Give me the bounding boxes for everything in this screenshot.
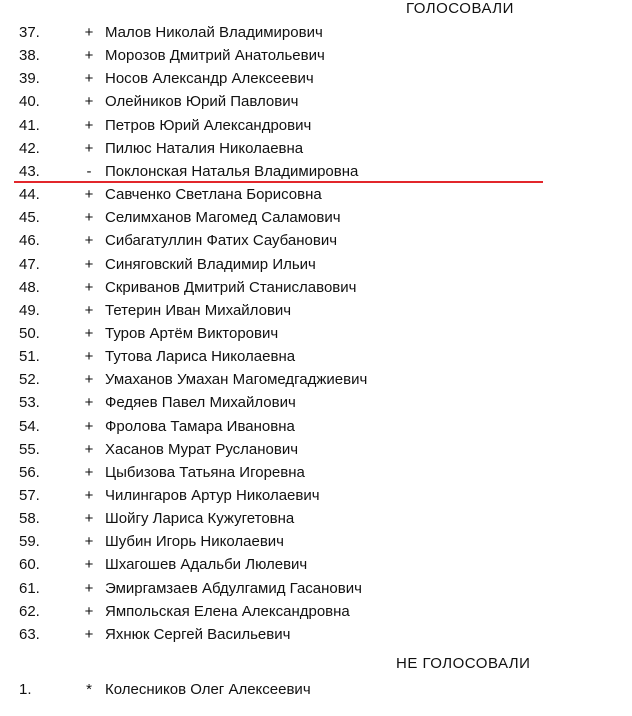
vote-mark: + — [84, 301, 94, 319]
row-number: 43. — [19, 162, 40, 180]
deputy-name: Морозов Дмитрий Анатольевич — [105, 47, 325, 65]
vote-mark: + — [84, 510, 94, 528]
list-row — [0, 299, 632, 322]
list-row — [0, 391, 632, 414]
vote-mark: * — [86, 681, 92, 698]
row-number: 51. — [19, 348, 40, 366]
row-number: 39. — [19, 70, 40, 88]
vote-mark: + — [84, 579, 94, 597]
deputy-name: Олейников Юрий Павлович — [105, 93, 299, 111]
deputy-name: Ямпольская Елена Александровна — [105, 602, 350, 620]
highlight-underline — [14, 181, 543, 183]
row-number: 63. — [19, 625, 40, 643]
not-voted-heading: НЕ ГОЛОСОВАЛИ — [396, 655, 531, 672]
row-number: 46. — [19, 232, 40, 250]
deputy-name: Эмиргамзаев Абдулгамид Гасанович — [105, 579, 362, 597]
row-number: 40. — [19, 93, 40, 111]
list-row — [0, 44, 632, 67]
vote-mark: + — [84, 209, 94, 227]
deputy-name: Скриванов Дмитрий Станиславович — [105, 278, 357, 296]
row-number: 49. — [19, 301, 40, 319]
deputy-name: Тутова Лариса Николаевна — [105, 348, 296, 366]
row-number: 55. — [19, 440, 40, 458]
row-number: 37. — [19, 24, 40, 41]
list-row — [0, 229, 632, 252]
row-number: 42. — [19, 139, 40, 157]
deputy-name: Синяговский Владимир Ильич — [105, 255, 316, 273]
deputy-name: Чилингаров Артур Николаевич — [105, 487, 320, 504]
vote-mark: + — [84, 417, 94, 435]
list-row — [0, 90, 632, 113]
deputy-name: Федяев Павел Михайлович — [105, 394, 296, 412]
deputy-name: Туров Артём Викторович — [105, 324, 279, 342]
list-row — [0, 553, 632, 576]
list-row — [0, 276, 632, 299]
deputy-name: Цыбизова Татьяна Игоревна — [105, 463, 305, 481]
list-row — [0, 368, 632, 391]
list-row — [0, 623, 632, 646]
row-number: 47. — [19, 255, 40, 273]
row-number: 57. — [19, 487, 40, 504]
row-number: 58. — [19, 510, 40, 528]
vote-mark: + — [84, 139, 94, 157]
row-number: 61. — [19, 579, 40, 597]
deputy-name: Носов Александр Алексеевич — [105, 70, 314, 88]
voted-heading: ГОЛОСОВАЛИ — [406, 0, 514, 17]
vote-mark: + — [84, 602, 94, 620]
vote-mark: + — [84, 440, 94, 458]
row-number: 56. — [19, 463, 40, 481]
vote-mark: + — [84, 371, 94, 389]
vote-mark: + — [84, 278, 94, 296]
row-number: 1. — [19, 681, 32, 698]
list-row — [0, 322, 632, 345]
deputy-name: Шойгу Лариса Кужугетовна — [105, 510, 295, 528]
vote-mark: + — [84, 394, 94, 412]
list-row — [0, 600, 632, 623]
list-row — [0, 438, 632, 461]
vote-mark: + — [84, 324, 94, 342]
row-number: 62. — [19, 602, 40, 620]
deputy-name: Шубин Игорь Николаевич — [105, 533, 284, 551]
vote-mark: + — [84, 348, 94, 366]
vote-mark: + — [84, 463, 94, 481]
deputy-name: Яхнюк Сергей Васильевич — [105, 625, 291, 643]
row-number: 44. — [19, 186, 40, 204]
vote-mark: + — [84, 93, 94, 111]
deputy-name: Тетерин Иван Михайлович — [105, 301, 292, 319]
list-row — [0, 160, 632, 183]
row-number: 45. — [19, 209, 40, 227]
vote-mark: + — [84, 232, 94, 250]
row-number: 60. — [19, 556, 40, 574]
deputy-name: Хасанов Мурат Русланович — [105, 440, 299, 458]
deputy-name: Савченко Светлана Борисовна — [105, 186, 322, 204]
list-row — [0, 577, 632, 600]
deputy-name: Фролова Тамара Ивановна — [105, 417, 295, 435]
deputy-name: Петров Юрий Александрович — [105, 116, 312, 134]
list-row — [0, 114, 632, 137]
row-number: 41. — [19, 116, 40, 134]
list-row — [0, 507, 632, 530]
list-row — [0, 484, 632, 507]
row-number: 38. — [19, 47, 40, 65]
list-row — [0, 461, 632, 484]
vote-mark: + — [84, 533, 94, 551]
vote-mark: + — [84, 116, 94, 134]
row-number: 52. — [19, 371, 40, 389]
row-number: 53. — [19, 394, 40, 412]
deputy-name: Селимханов Магомед Саламович — [105, 209, 341, 227]
deputy-name: Пилюс Наталия Николаевна — [105, 139, 304, 157]
list-row — [0, 253, 632, 276]
list-row — [0, 415, 632, 438]
vote-mark: + — [84, 487, 94, 504]
vote-mark: + — [84, 556, 94, 574]
deputy-name: Шхагошев Адальби Люлевич — [105, 556, 308, 574]
deputy-name: Поклонская Наталья Владимировна — [105, 162, 359, 180]
deputy-name: Колесников Олег Алексеевич — [105, 681, 311, 698]
list-row — [0, 183, 632, 206]
row-number: 50. — [19, 324, 40, 342]
deputy-name: Умаханов Умахан Магомедгаджиевич — [105, 371, 368, 389]
vote-mark: - — [86, 162, 92, 180]
row-number: 59. — [19, 533, 40, 551]
list-row — [0, 345, 632, 368]
deputy-name: Малов Николай Владимирович — [105, 24, 323, 41]
row-number: 48. — [19, 278, 40, 296]
vote-mark: + — [84, 255, 94, 273]
vote-mark: + — [84, 625, 94, 643]
list-row — [0, 137, 632, 160]
vote-mark: + — [84, 24, 94, 41]
vote-mark: + — [84, 47, 94, 65]
deputy-name: Сибагатуллин Фатих Саубанович — [105, 232, 338, 250]
list-row — [0, 67, 632, 90]
list-row — [0, 21, 632, 44]
list-row — [0, 530, 632, 553]
vote-mark: + — [84, 70, 94, 88]
vote-mark: + — [84, 186, 94, 204]
list-row — [0, 206, 632, 229]
row-number: 54. — [19, 417, 40, 435]
list-row — [0, 678, 632, 701]
